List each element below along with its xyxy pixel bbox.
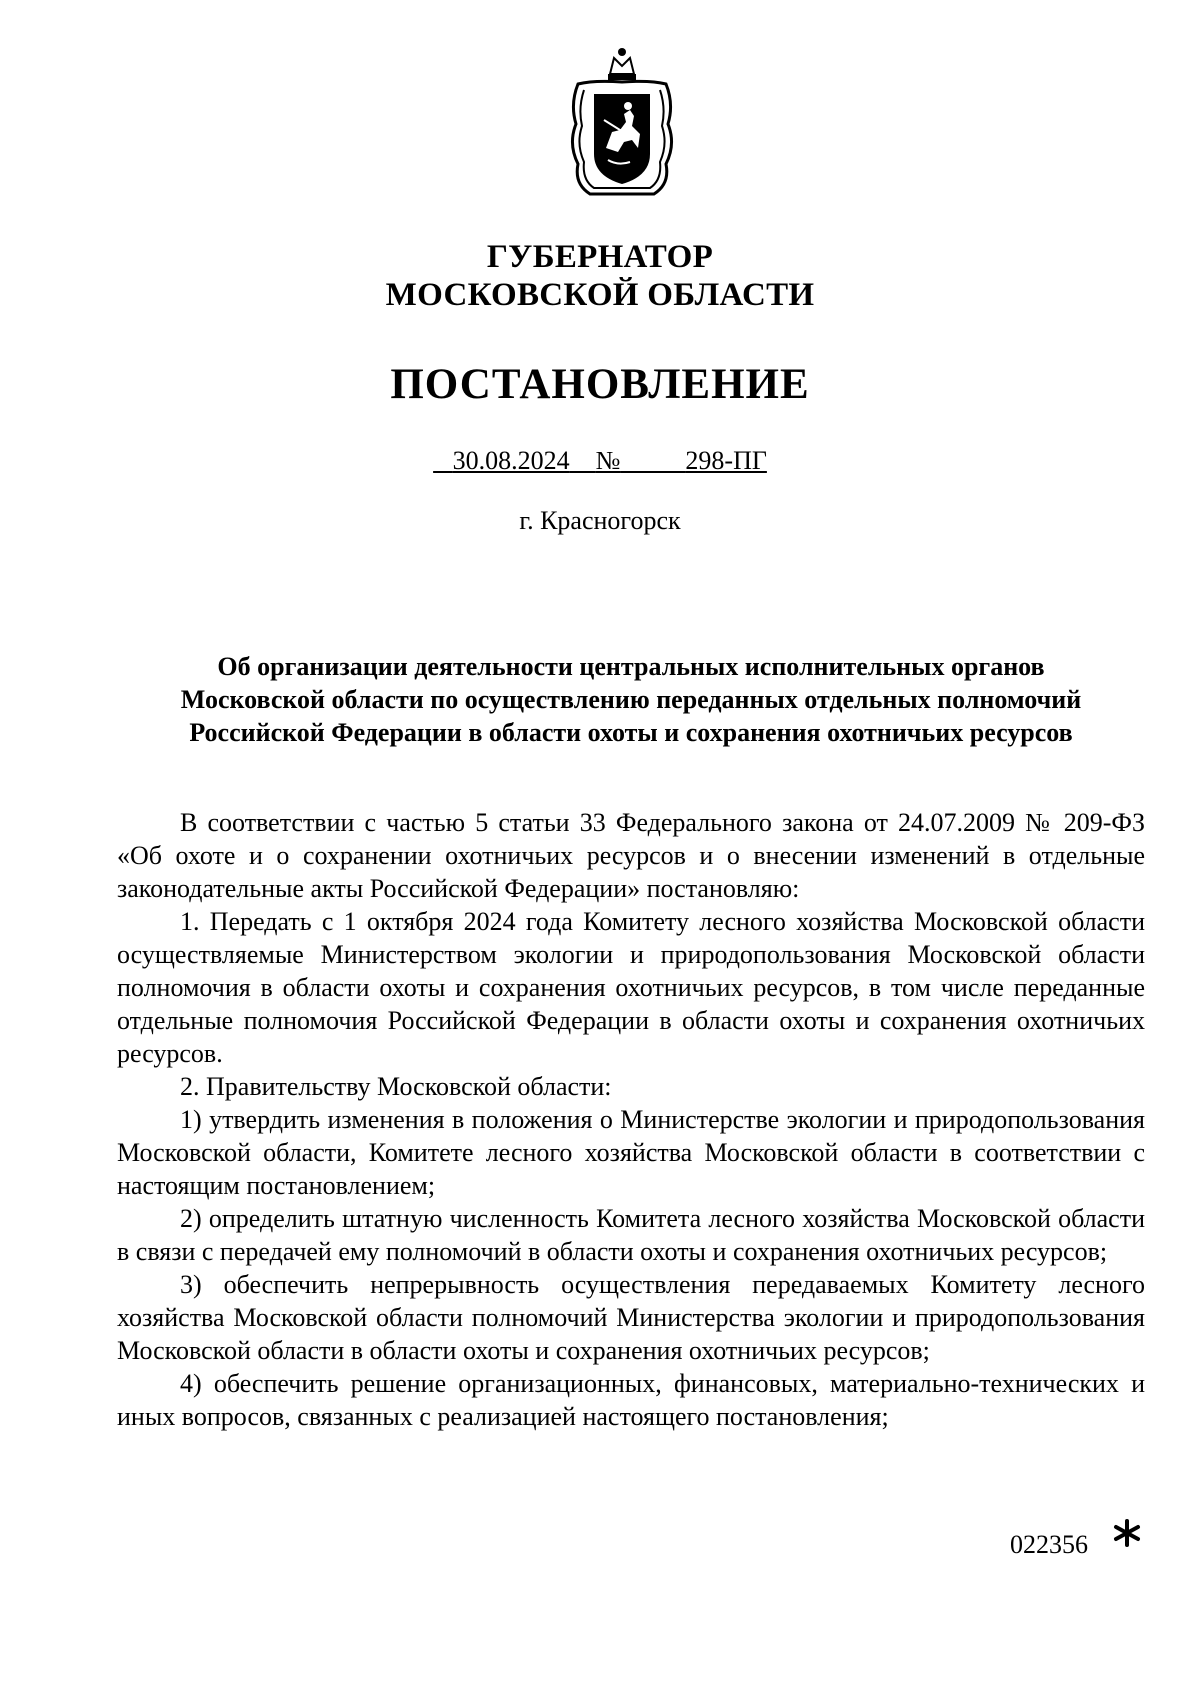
paragraph-subitem-4: 4) обеспечить решение организационных, финансовых, материально-технических и иных вопросов, связанных с реализацией настоящего постановления;: [117, 1369, 1145, 1431]
asterisk-icon: [1112, 1518, 1142, 1548]
paragraph-subitem-1: 1) утвердить изменения в положения о Министерстве экологии и природопользования Московской области, Комитете лесного хозяйства Московской области в соответствии с настоящим постановлением;: [117, 1105, 1145, 1200]
document-date: 30.08.2024: [452, 446, 570, 475]
coat-of-arms-icon: [560, 44, 684, 204]
paragraph-subitem-2: 2) определить штатную численность Комитета лесного хозяйства Московской области в связи с передачей ему полномочий в области охоты и сохранения охотничьих ресурсов;: [117, 1204, 1145, 1266]
number-sign: №: [595, 446, 621, 475]
date-number-line: [0, 446, 1200, 476]
document-type: ПОСТАНОВЛЕНИЕ: [390, 361, 810, 408]
document-number: 298-ПГ: [685, 446, 767, 475]
issuer-heading: [0, 238, 1200, 314]
form-serial-number: 022356: [1010, 1530, 1088, 1559]
paragraph-subitem-3: 3) обеспечить непрерывность осуществления передаваемых Комитету лесного хозяйства Московской области полномочий Министерства экологии и природопользования Московской области в области охоты и сохранения охотничьих ресурсов;: [117, 1270, 1145, 1365]
issuer-line-1: ГУБЕРНАТОР: [486, 239, 714, 275]
paragraph-item-1: 1. Передать с 1 октября 2024 года Комитету лесного хозяйства Московской области осуществляемые Министерством экологии и природопользования Московской области полномочия в области охоты и сохранения охотничьих ресурсов, в том числе переданные отдельные полномочия Российской Федерации в области охоты и сохранения охотничьих ресурсов.: [117, 907, 1145, 1068]
title-line-2: Московской области по осуществлению переданных отдельных полномочий: [180, 685, 1082, 714]
title-line-1: Об организации деятельности центральных исполнительных органов: [217, 652, 1045, 681]
place-of-issue: г. Красногорск: [519, 506, 681, 535]
title-line-3: Российской Федерации в области охоты и сохранения охотничьих ресурсов: [189, 718, 1073, 747]
document-title: [118, 650, 1144, 749]
paragraph-preamble: В соответствии с частью 5 статьи 33 Федерального закона от 24.07.2009 № 209-ФЗ «Об охоте и о сохранении охотничьих ресурсов и о внесении изменений в отдельные законодательные акты Российской Федерации» постановляю:: [117, 808, 1145, 903]
paragraph-item-2: 2. Правительству Московской области:: [180, 1072, 612, 1101]
document-body: [117, 806, 1145, 1433]
issuer-line-2: МОСКОВСКОЙ ОБЛАСТИ: [385, 277, 815, 313]
